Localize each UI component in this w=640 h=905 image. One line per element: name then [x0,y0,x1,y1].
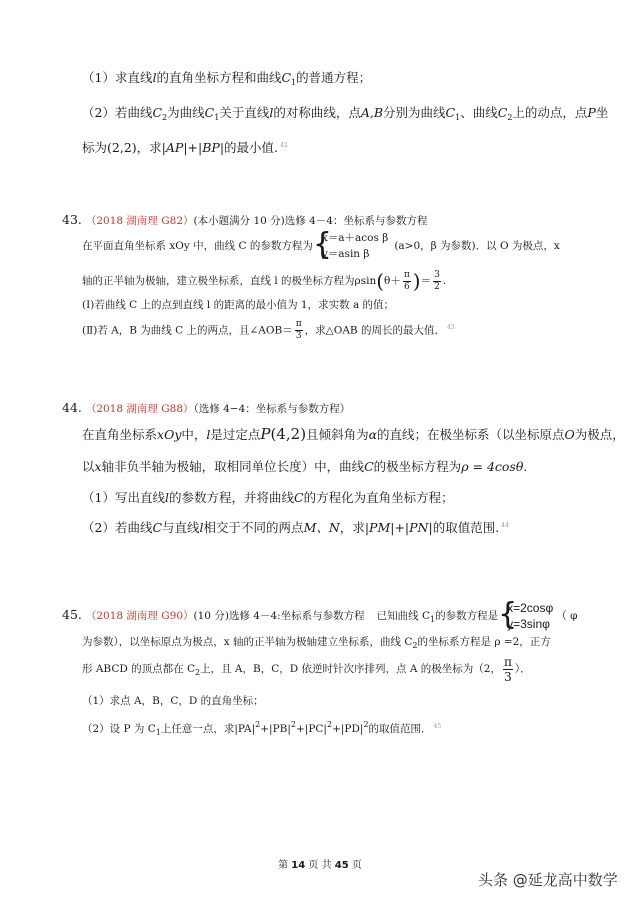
q42-part1: （1）求直线l的直角坐标方程和曲线$C_1$的普通方程； [82,70,372,87]
q44-part2: （2）若曲线C与直线l相交于不同的两点M、N，求|PM|+|PN|的取值范围. $^{44}$ [82,520,509,536]
q45-heading: 45. （2018 湖南理 G90）(10 分)选修 4－4:坐标系与参数方程 已知曲线 $C_1$的参数方程是 { x=2cosφ y=3sinφ （ φ [62,596,578,632]
q43-param-system: { x＝a＋acos β y＝asin β [312,226,389,262]
q43-part1: (Ⅰ)若曲线 C 上的点到直线 l 的距离的最小值为 1，求实数 a 的值； [82,299,395,311]
watermark: 头条 @延龙高中数学 [478,871,618,889]
q45-line3: 形 ABCD 的顶点都在 $C_2$上，且 A，B，C，D 依逆时针次序排列，点 A 的极坐标为（2， $\frac{\pi}{3}$ ）． [82,654,531,684]
q45-param-system: { x=2cosφ y=3sinφ [498,596,554,632]
page-footer: 第 14 页 共 45 页 [278,860,362,871]
q44-line1: 在直角坐标系xOy中，l是过定点P(4,2)且倾斜角为α的直线；在极坐标系（以坐标原点O为极点， [82,425,625,443]
q45-line2: 为参数），以坐标原点为极点，x 轴的正半轴为极轴建立坐标系，曲线 $C_2$的坐标系方程是 ρ =2，正方 [82,636,551,650]
q43-heading: 43. （2018 湖南理 G82）(本小题满分 10 分)选修 4－4：坐标系与参数方程 [62,212,428,227]
q44-line2: 以x轴非负半轴为极轴，取相同单位长度）中，曲线C的极坐标方程为ρ = 4cosθ. [82,459,528,474]
q44-heading: 44. （2018 湖南理 G88）（选修 4−4：坐标系与参数方程） [62,400,351,415]
q45-part1: （1）求点 A，B，C，D 的直角坐标； [82,695,264,707]
q43-line1: 在平面直角坐标系 xOy 中，曲线 C 的参数方程为 { x＝a＋acos β y＝asin β (a>0，β 为参数)．以 O 为极点，x [82,226,560,262]
q42-part3: 标为(2,2)，求|AP|+|BP|的最小值. $^{42}$ [82,140,288,156]
q42-part2: （2）若曲线$C_2$为曲线$C_1$关于直线l的对称曲线，点A,B分别为曲线$C_1$、曲线$C_2$上的动点，点P坐 [82,105,609,122]
q43-line2: 轴的正半轴为极轴，建立极坐标系，直线 l 的极坐标方程为ρsin(θ＋ $\frac{\pi}{6}$ )＝ $\frac{3}{2}$ . [82,269,447,293]
q45-part2: （2）设 P 为 $C_1$上任意一点，求$|PA|^2+|PB|^2+|PC|^2+|PD|^2$的取值范围． $^{45}$ [82,720,442,737]
q43-part2: (Ⅱ)若 A，B 为曲线 C 上的两点，且∠AOB＝ $\frac{\pi}{3}$ ，求△OAB 的周长的最大值． $^{43}$ [82,319,455,341]
q44-part1: （1）写出直线l的参数方程，并将曲线C的方程化为直角坐标方程； [82,490,454,505]
